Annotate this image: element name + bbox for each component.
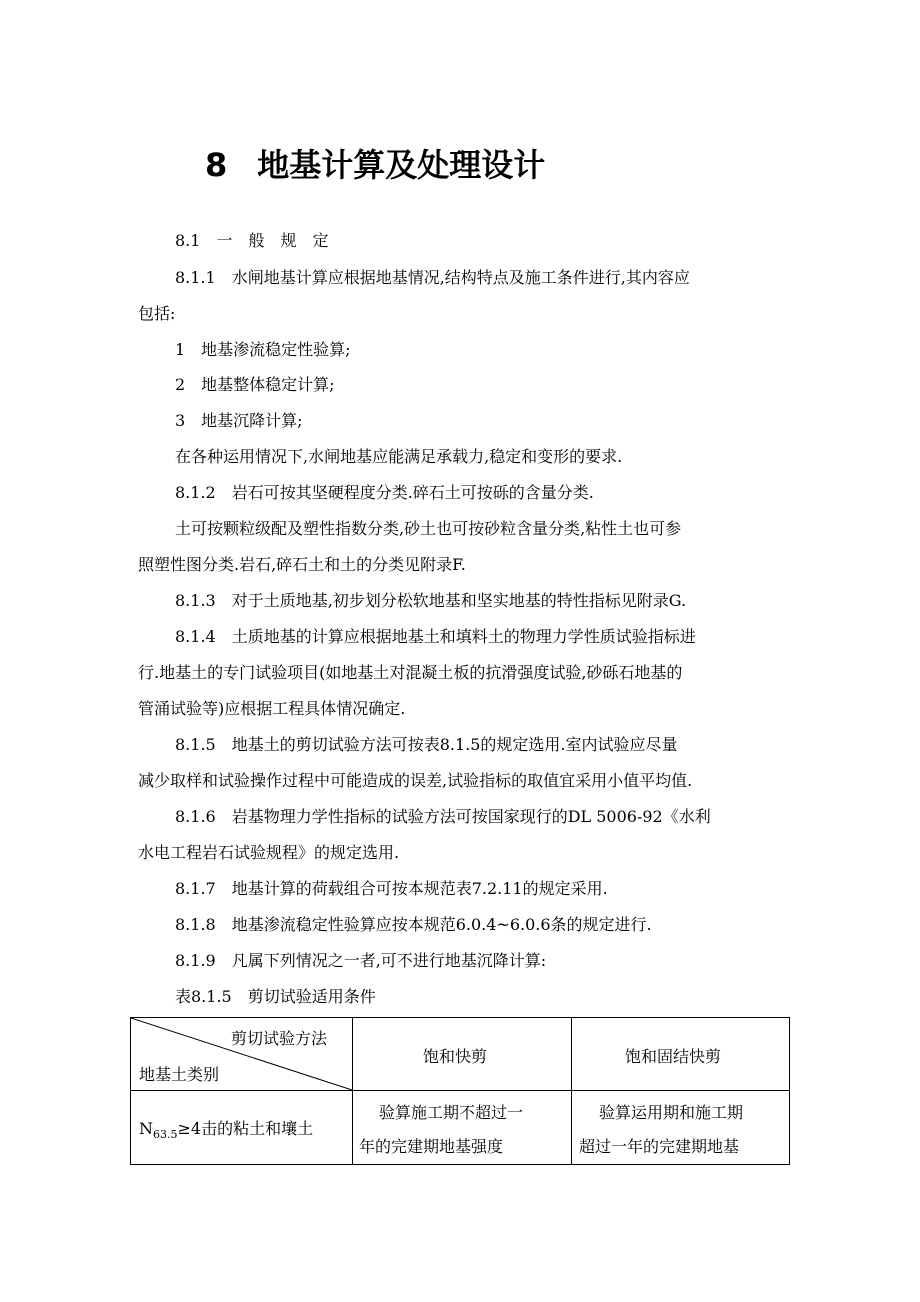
paragraph-8-1-4-cont2: 管涌试验等)应根据工程具体情况确定.	[138, 699, 406, 718]
row1-col2-line1: 验算施工期不超过一	[379, 1103, 524, 1122]
paragraph-8-1-6-cont: 水电工程岩石试验规程》的规定选用.	[138, 843, 400, 862]
paragraph-8-1-4-cont1: 行.地基土的专门试验项目(如地基土对混凝土板的抗滑强度试验,砂砾石地基的	[138, 663, 683, 682]
paragraph-8-1-3: 8.1.3 对于土质地基,初步划分松软地基和坚实地基的特性指标见附录G.	[175, 591, 687, 610]
row1-soil-type	[139, 1116, 313, 1141]
paragraph-soil-class: 土可按颗粒级配及塑性指数分类,砂土也可按砂粒含量分类,粘性土也可参	[175, 519, 682, 538]
row1-col2-line2: 年的完建期地基强度	[359, 1137, 504, 1156]
table-caption: 表8.1.5 剪切试验适用条件	[175, 987, 376, 1006]
row1-col3-line1: 验算运用期和施工期	[599, 1103, 744, 1122]
list-item-2: 2 地基整体稳定计算;	[175, 375, 335, 394]
header-consolidated-quick-shear: 饱和固结快剪	[625, 1047, 722, 1066]
section-heading: 8.1 一 般 规 定	[175, 231, 329, 250]
header-saturated-quick-shear: 饱和快剪	[423, 1047, 488, 1066]
row1-n-subscript: 63.5	[153, 1128, 178, 1142]
header-soil-type: 地基土类别	[139, 1065, 220, 1084]
paragraph-soil-class-cont: 照塑性图分类.岩石,碎石土和土的分类见附录F.	[138, 555, 466, 574]
paragraph-8-1-4: 8.1.4 土质地基的计算应根据地基土和填料土的物理力学性质试验指标进	[175, 627, 696, 646]
header-test-method: 剪切试验方法	[231, 1029, 328, 1048]
list-item-3: 3 地基沉降计算;	[175, 411, 303, 430]
paragraph-8-1-2: 8.1.2 岩石可按其坚硬程度分类.碎石土可按砾的含量分类.	[175, 483, 594, 502]
chapter-number: 8	[205, 146, 228, 184]
paragraph-8-1-8: 8.1.8 地基渗流稳定性验算应按本规范6.0.4~6.0.6条的规定进行.	[175, 915, 652, 934]
chapter-title	[205, 140, 705, 200]
paragraph-8-1-5: 8.1.5 地基土的剪切试验方法可按表8.1.5的规定选用.室内试验应尽量	[175, 735, 678, 754]
table-divider-2	[571, 1018, 572, 1164]
table-divider-1	[352, 1018, 353, 1164]
paragraph-8-1-5-cont: 减少取样和试验操作过程中可能造成的误差,试验指标的取值宜采用小值平均值.	[138, 771, 693, 790]
paragraph-8-1-7: 8.1.7 地基计算的荷载组合可按本规范表7.2.11的规定采用.	[175, 879, 608, 898]
row1-col3-line2: 超过一年的完建期地基	[579, 1137, 740, 1156]
table-row-divider	[131, 1090, 789, 1091]
chapter-title-text: 地基计算及处理设计	[257, 146, 546, 184]
row1-soil-desc: ≥4击的粘土和壤土	[177, 1119, 314, 1138]
paragraph-requirement: 在各种运用情况下,水闸地基应能满足承载力,稳定和变形的要求.	[175, 447, 623, 466]
paragraph-8-1-6: 8.1.6 岩基物理力学性指标的试验方法可按国家现行的DL 5006-92《水利	[175, 807, 711, 826]
paragraph-8-1-1-cont: 包括:	[138, 304, 176, 323]
paragraph-8-1-1: 8.1.1 水闸地基计算应根据地基情况,结构特点及施工条件进行,其内容应	[175, 268, 690, 287]
row1-n-symbol: N	[139, 1119, 153, 1138]
shear-test-table	[130, 1017, 790, 1165]
list-item-1: 1 地基渗流稳定性验算;	[175, 340, 351, 359]
paragraph-8-1-9: 8.1.9 凡属下列情况之一者,可不进行地基沉降计算:	[175, 951, 547, 970]
